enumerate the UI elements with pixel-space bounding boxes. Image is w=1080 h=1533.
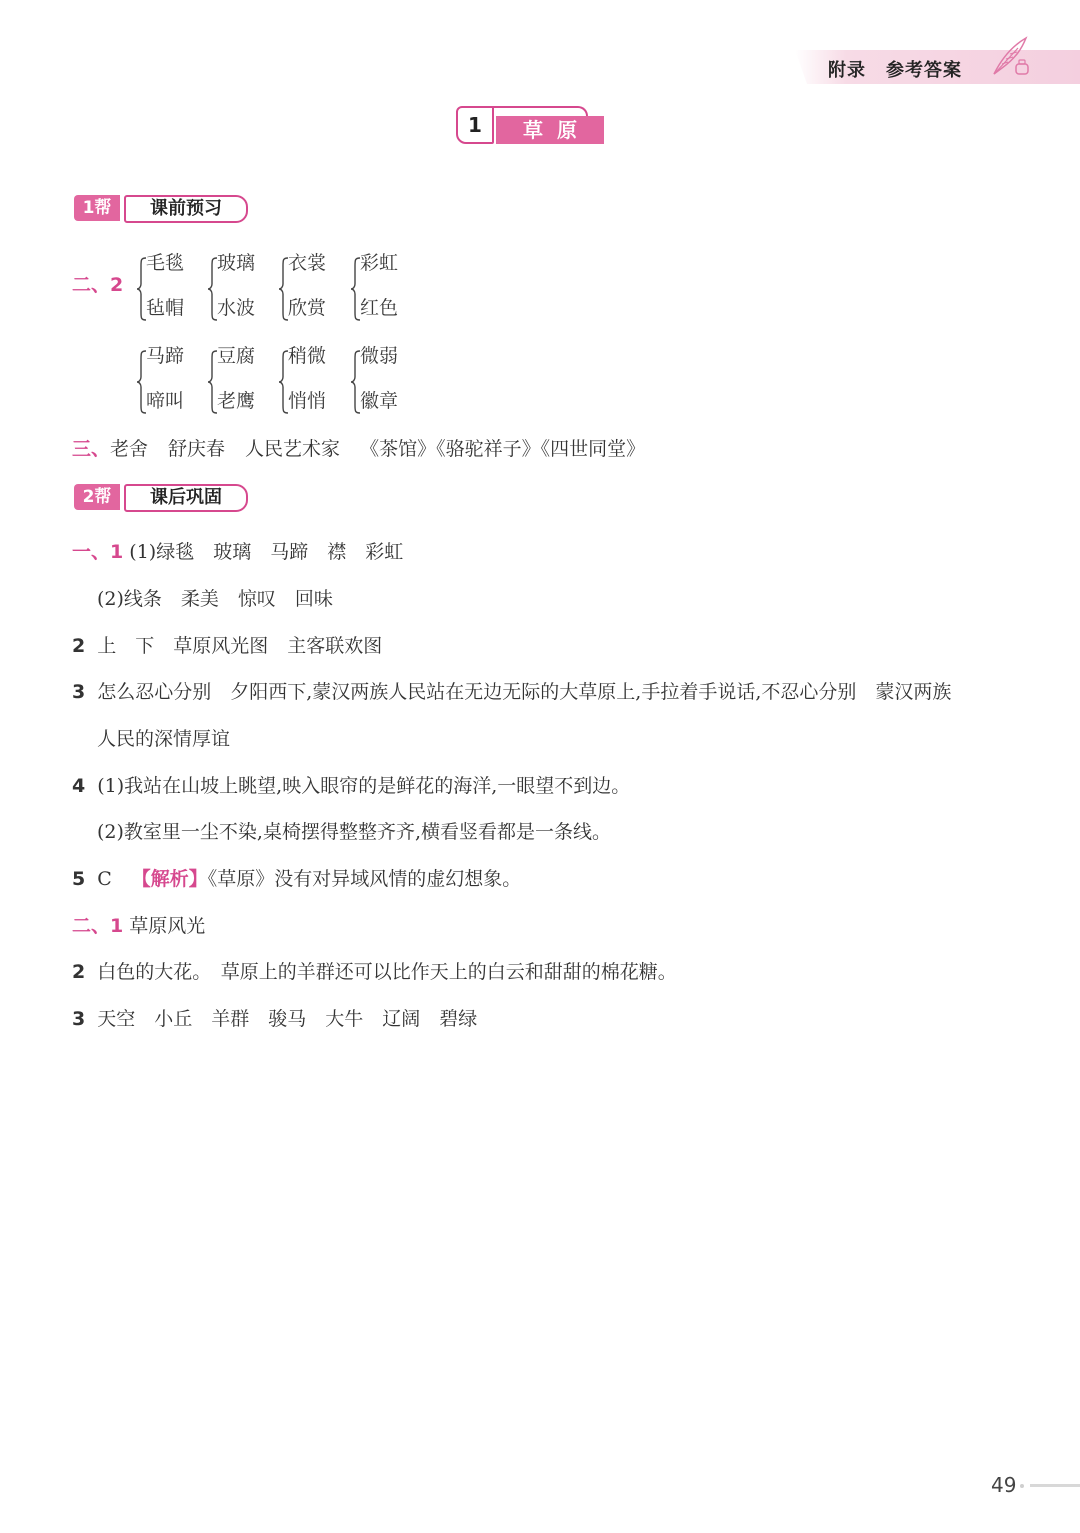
word-pair — [278, 252, 348, 336]
footer-dot — [1020, 1484, 1024, 1488]
word-top: 玻璃 — [217, 252, 256, 274]
question-number: 一、1 — [72, 541, 124, 563]
section-tag-label: 课后巩固 — [124, 484, 248, 512]
question-line — [72, 434, 645, 461]
answer-text: (1)我站在山坡上眺望,映入眼帘的是鲜花的海洋,一眼望不到边。 — [97, 775, 631, 797]
word-top: 彩虹 — [360, 252, 399, 274]
answer-text: 白色的大花。 草原上的羊群还可以比作天上的白云和甜甜的棉花糖。 — [97, 961, 677, 983]
quill-pen-icon — [988, 34, 1034, 80]
answer-text: 天空 小丘 羊群 骏马 大牛 辽阔 碧绿 — [97, 1008, 478, 1030]
question-number: 二、2 — [72, 274, 124, 296]
word-bottom: 老鹰 — [217, 390, 256, 412]
question-number: 三、 — [72, 438, 111, 460]
answer-item: 老舍 — [110, 438, 149, 460]
word-bottom: 毡帽 — [146, 297, 185, 319]
section-tag-number: 2帮 — [74, 484, 120, 510]
page-number: 49 — [991, 1473, 1017, 1497]
word-pair — [207, 252, 277, 336]
footer-rule — [1030, 1484, 1080, 1487]
answer-text: 上 下 草原风光图 主客联欢图 — [97, 635, 383, 657]
answer-line: 人民的深情厚谊 — [97, 728, 231, 750]
word-bottom: 水波 — [217, 297, 256, 319]
word-pair — [278, 345, 348, 429]
question-line — [72, 864, 521, 891]
question-number: 5 — [72, 868, 86, 890]
word-pair — [136, 252, 206, 336]
question-number: 2 — [72, 961, 86, 983]
lesson-name: 草原 — [496, 116, 604, 144]
word-pair — [136, 345, 206, 429]
word-top: 毛毯 — [146, 252, 185, 274]
question-number: 4 — [72, 775, 86, 797]
answer-line: (2)线条 柔美 惊叹 回味 — [97, 588, 333, 610]
question-line — [72, 631, 382, 658]
question-line — [72, 957, 677, 984]
word-pair — [350, 345, 420, 429]
question-label — [72, 270, 123, 297]
question-number: 2 — [72, 635, 86, 657]
answer-item: 舒庆春 — [168, 438, 226, 460]
word-bottom: 红色 — [360, 297, 399, 319]
question-number: 3 — [72, 681, 86, 703]
word-top: 微弱 — [360, 345, 399, 367]
question-line — [72, 1004, 477, 1031]
word-bottom: 徽章 — [360, 390, 399, 412]
lesson-number: 1 — [456, 106, 494, 144]
answer-line: (2)教室里一尘不染,桌椅摆得整整齐齐,横看竖看都是一条线。 — [97, 821, 611, 843]
question-line — [72, 537, 403, 564]
section-tag-number: 1帮 — [74, 195, 120, 221]
word-bottom: 悄悄 — [288, 390, 327, 412]
section-tag-label: 课前预习 — [124, 195, 248, 223]
question-number: 3 — [72, 1008, 86, 1030]
header-appendix: 附录 — [828, 60, 866, 81]
lesson-title — [456, 102, 606, 148]
word-pair — [350, 252, 420, 336]
answer-item: 人民艺术家 — [245, 438, 341, 460]
word-pair — [207, 345, 277, 429]
question-line — [72, 771, 630, 798]
word-top: 马蹄 — [146, 345, 185, 367]
question-number: 二、1 — [72, 915, 124, 937]
answer-item: 《茶馆》《骆驼祥子》《四世同堂》 — [360, 438, 646, 460]
word-bottom: 啼叫 — [146, 390, 185, 412]
analysis-text: 《草原》没有对异域风情的虚幻想象。 — [207, 868, 522, 890]
word-bottom: 欣赏 — [288, 297, 327, 319]
answer-text: 草原风光 — [129, 915, 206, 937]
word-top: 衣裳 — [288, 252, 327, 274]
question-line — [72, 677, 951, 704]
answer-text: (1)绿毯 玻璃 马蹄 襟 彩虹 — [129, 541, 404, 563]
answer-choice: C — [97, 868, 112, 890]
header-answers: 参考答案 — [886, 60, 962, 81]
analysis-tag: 【解析】 — [131, 868, 208, 890]
answer-text: 怎么忍心分别 夕阳西下,蒙汉两族人民站在无边无际的大草原上,手拉着手说话,不忍心分别 蒙汉两族 — [97, 681, 952, 703]
word-top: 稍微 — [288, 345, 327, 367]
question-line — [72, 911, 205, 938]
word-top: 豆腐 — [217, 345, 256, 367]
header-title — [828, 56, 982, 82]
